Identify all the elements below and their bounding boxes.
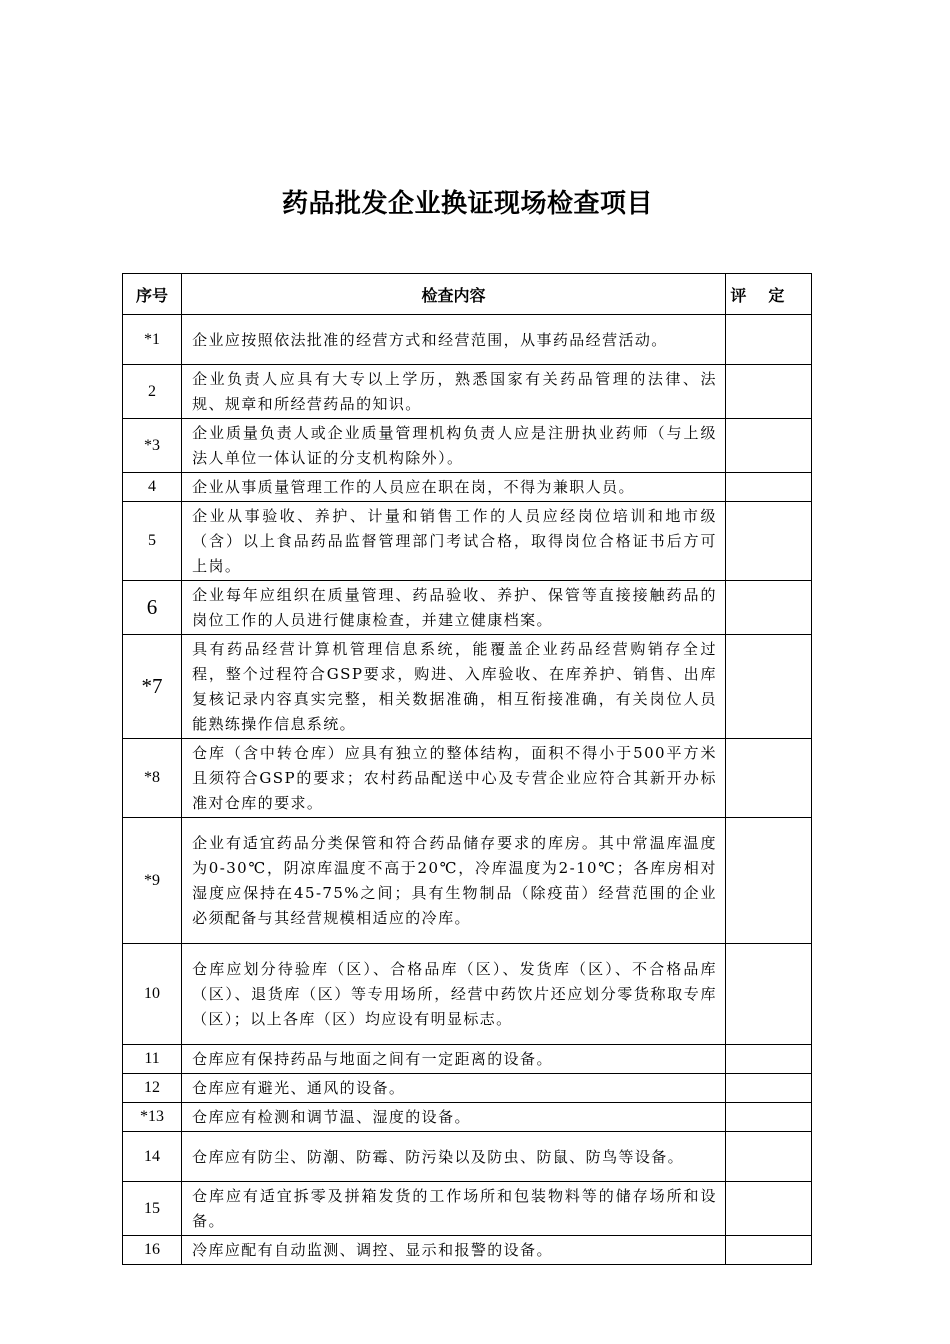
row-content: 企业负责人应具有大专以上学历，熟悉国家有关药品管理的法律、法规、规章和所经营药品的知识。 [182,365,726,419]
inspection-table [122,273,812,1265]
row-content: 仓库应划分待验库（区）、合格品库（区）、发货库（区）、不合格品库（区）、退货库（区）等专用场所，经营中药饮片还应划分零货称取专库（区）；以上各库（区）均应设有明显标志。 [182,944,726,1045]
row-evaluation[interactable] [725,502,811,581]
row-content: 企业应按照依法批准的经营方式和经营范围，从事药品经营活动。 [182,315,726,365]
row-evaluation[interactable] [725,1103,811,1132]
header-evaluation: 评定 [725,274,811,315]
row-evaluation[interactable] [725,365,811,419]
row-evaluation[interactable] [725,1074,811,1103]
row-number: 5 [123,502,182,581]
table-row [123,419,812,473]
row-evaluation[interactable] [725,818,811,944]
row-number: 6 [123,581,182,635]
row-number: 11 [123,1045,182,1074]
row-evaluation[interactable] [725,1045,811,1074]
row-content: 企业从事验收、养护、计量和销售工作的人员应经岗位培训和地市级（含）以上食品药品监督管理部门考试合格，取得岗位合格证书后方可上岗。 [182,502,726,581]
row-content: 企业从事质量管理工作的人员应在职在岗，不得为兼职人员。 [182,473,726,502]
row-evaluation[interactable] [725,473,811,502]
table-row [123,635,812,739]
row-content: 企业有适宜药品分类保管和符合药品储存要求的库房。其中常温库温度为0-30℃，阴凉库温度不高于20℃，冷库温度为2-10℃；各库房相对湿度应保持在45-75%之间；具有生物制品（除疫苗）经营范围的企业必须配备与其经营规模相适应的冷库。 [182,818,726,944]
row-number: *1 [123,315,182,365]
row-number: 4 [123,473,182,502]
row-number: 14 [123,1132,182,1182]
table-row [123,1045,812,1074]
row-evaluation[interactable] [725,635,811,739]
table-row [123,944,812,1045]
row-content: 企业每年应组织在质量管理、药品验收、养护、保管等直接接触药品的岗位工作的人员进行健康检查，并建立健康档案。 [182,581,726,635]
row-evaluation[interactable] [725,1236,811,1265]
row-number: 15 [123,1182,182,1236]
table-row [123,581,812,635]
row-content: 冷库应配有自动监测、调控、显示和报警的设备。 [182,1236,726,1265]
table-row [123,739,812,818]
row-evaluation[interactable] [725,315,811,365]
row-number: 16 [123,1236,182,1265]
row-evaluation[interactable] [725,1182,811,1236]
row-content: 仓库应有避光、通风的设备。 [182,1074,726,1103]
table-row [123,1132,812,1182]
table-row [123,473,812,502]
row-evaluation[interactable] [725,1132,811,1182]
row-number: 10 [123,944,182,1045]
row-number: *8 [123,739,182,818]
row-number: *13 [123,1103,182,1132]
table-row [123,818,812,944]
table-row [123,1236,812,1265]
row-number: 12 [123,1074,182,1103]
table-row [123,1103,812,1132]
table-header-row [123,274,812,315]
row-evaluation[interactable] [725,944,811,1045]
table-row [123,315,812,365]
row-evaluation[interactable] [725,739,811,818]
header-check-content: 检查内容 [182,274,726,315]
row-evaluation[interactable] [725,581,811,635]
row-content: 仓库应有检测和调节温、湿度的设备。 [182,1103,726,1132]
row-number: *3 [123,419,182,473]
row-number: *9 [123,818,182,944]
row-content: 具有药品经营计算机管理信息系统，能覆盖企业药品经营购销存全过程，整个过程符合GSP要求，购进、入库验收、在库养护、销售、出库复核记录内容真实完整，相关数据准确，相互衔接准确，有关岗位人员能熟练操作信息系统。 [182,635,726,739]
table-row [123,1074,812,1103]
row-evaluation[interactable] [725,419,811,473]
table-row [123,365,812,419]
row-content: 仓库应有防尘、防潮、防霉、防污染以及防虫、防鼠、防鸟等设备。 [182,1132,726,1182]
row-content: 仓库应有适宜拆零及拼箱发货的工作场所和包装物料等的储存场所和设备。 [182,1182,726,1236]
row-content: 企业质量负责人或企业质量管理机构负责人应是注册执业药师（与上级法人单位一体认证的分支机构除外）。 [182,419,726,473]
page-title: 药品批发企业换证现场检查项目 [281,189,653,219]
table-row [123,1182,812,1236]
header-serial-number: 序号 [123,274,182,315]
row-content: 仓库应有保持药品与地面之间有一定距离的设备。 [182,1045,726,1074]
row-number: *7 [123,635,182,739]
table-row [123,502,812,581]
row-number: 2 [123,365,182,419]
row-content: 仓库（含中转仓库）应具有独立的整体结构，面积不得小于500平方米且须符合GSP的要求；农村药品配送中心及专营企业应符合其新开办标准对仓库的要求。 [182,739,726,818]
